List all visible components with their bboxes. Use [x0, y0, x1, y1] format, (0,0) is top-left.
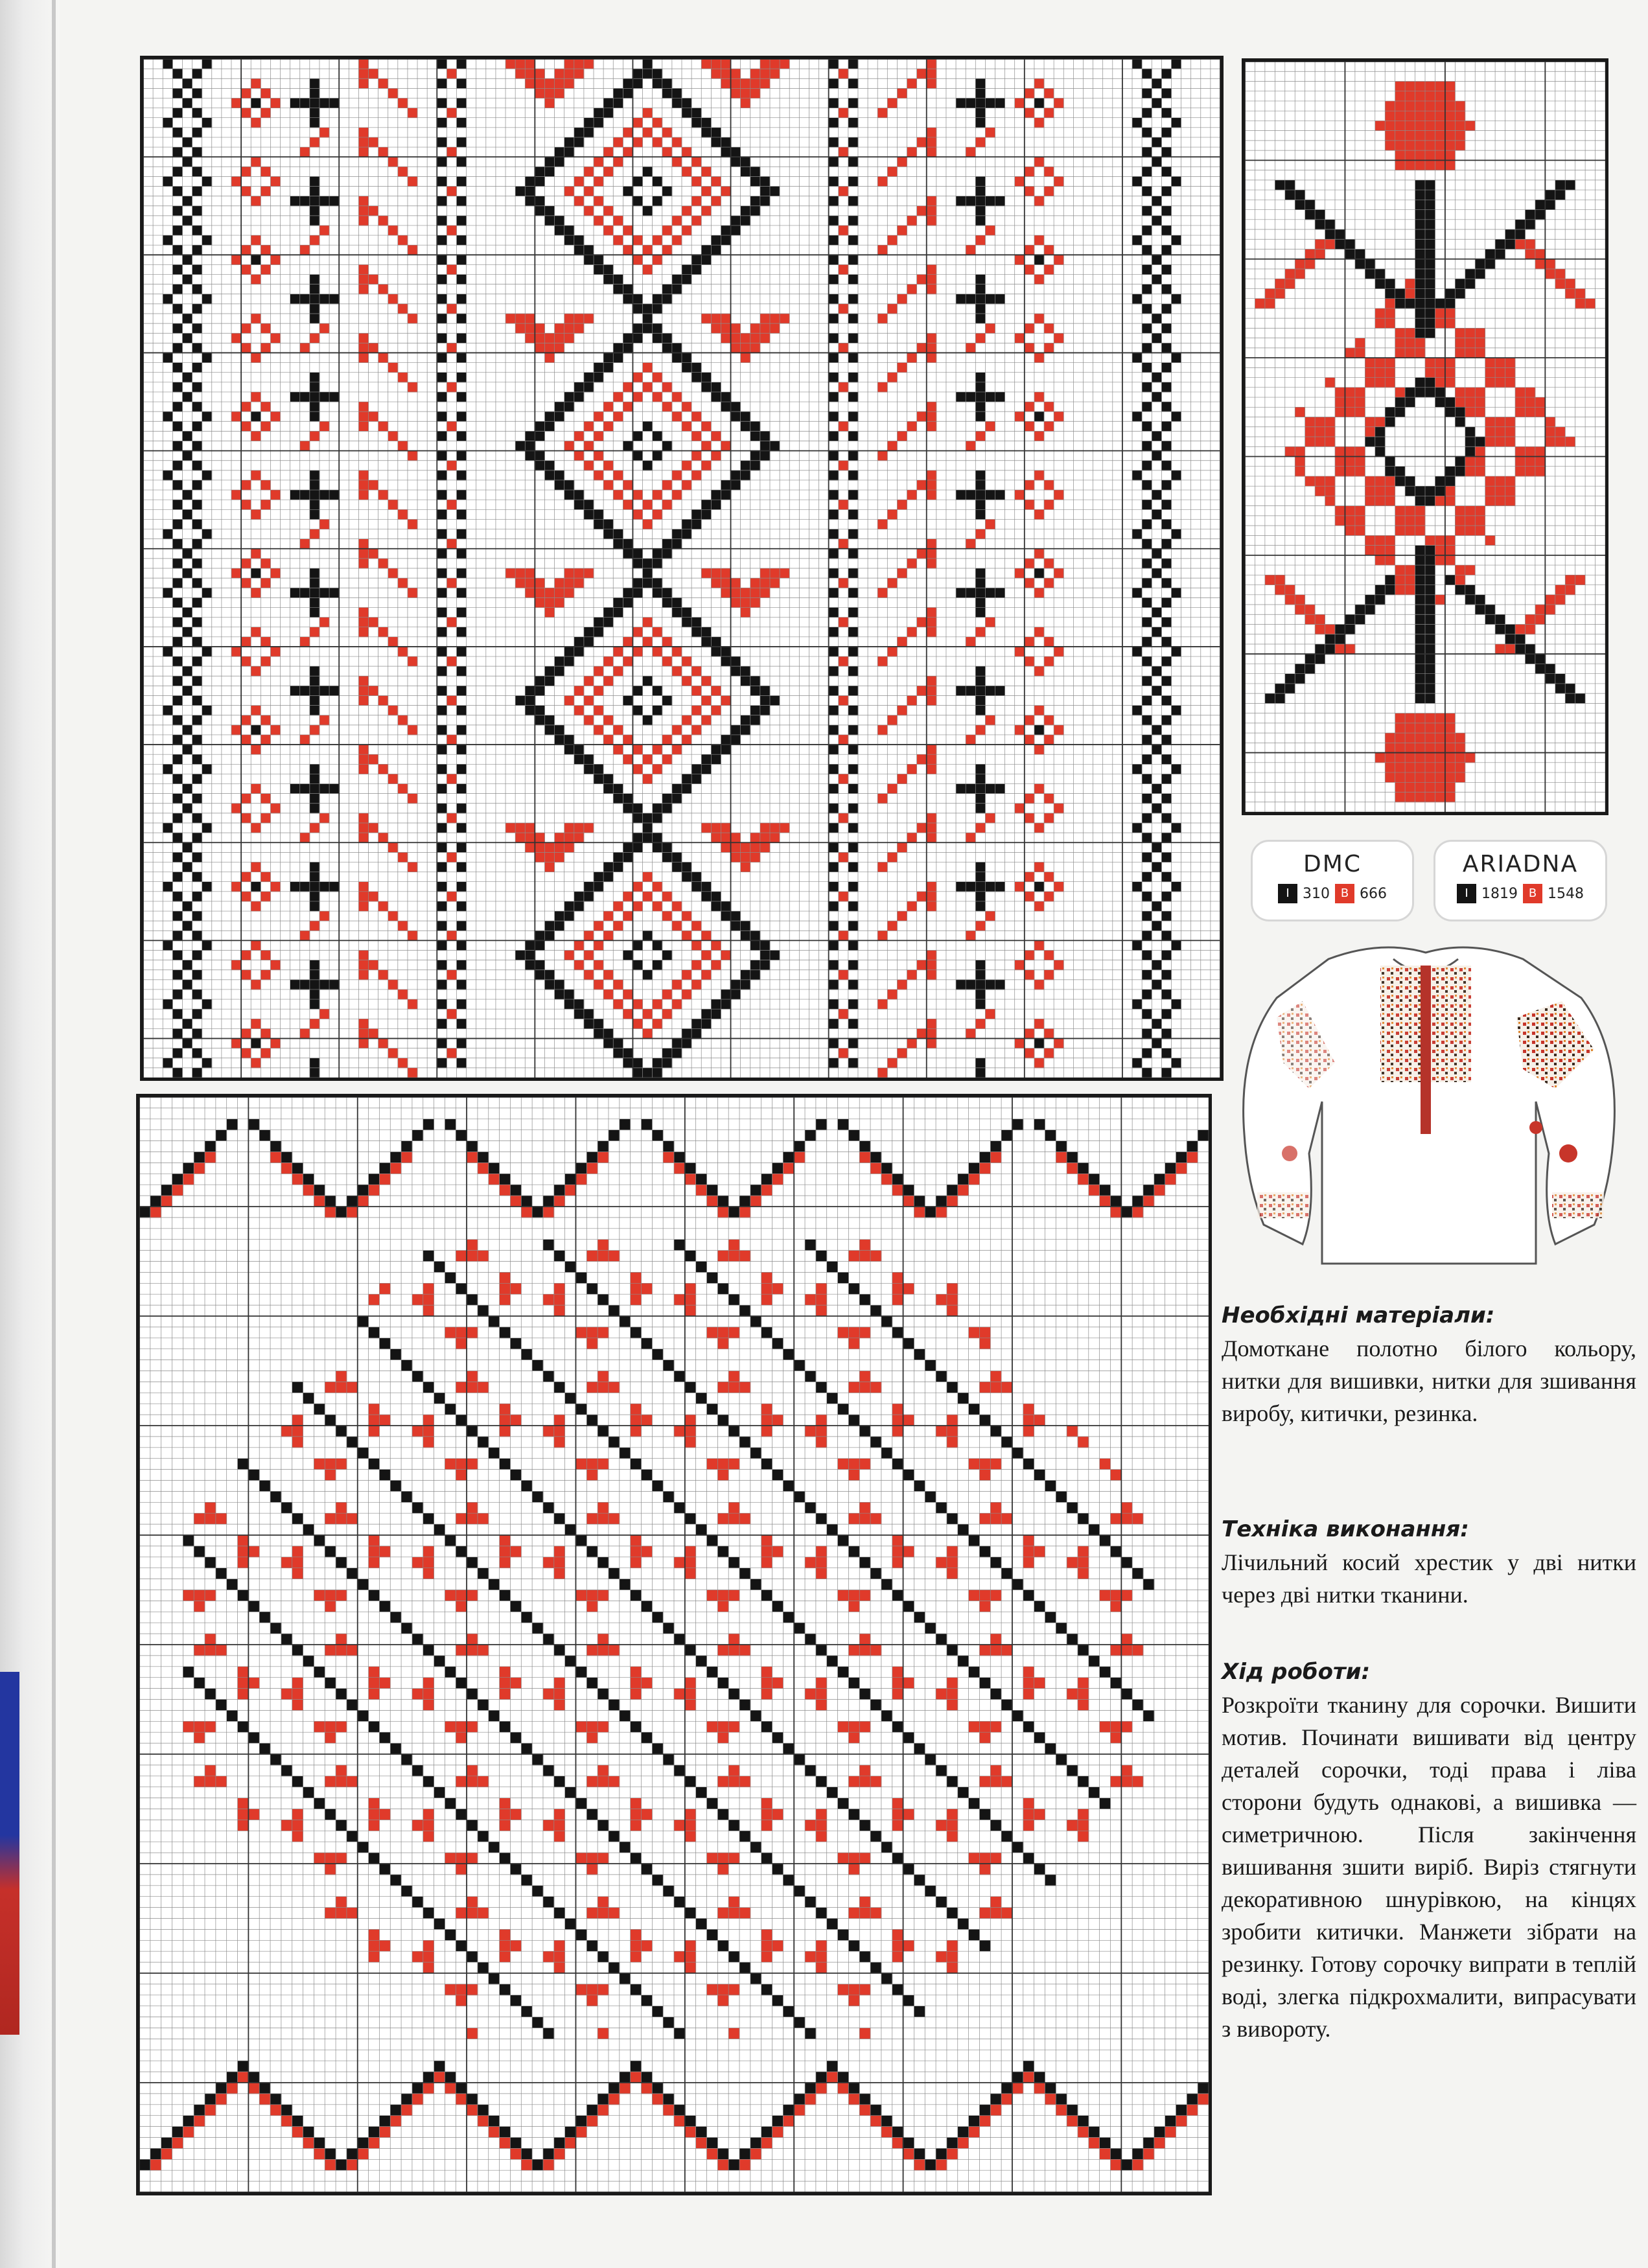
pattern-grid-sleeve-lattice [139, 1097, 1209, 2192]
legend-ariadna-code-red: 1548 [1548, 885, 1584, 902]
legend-ariadna-code-black: 1819 [1481, 885, 1518, 902]
materials-heading: Необхідні матеріали: [1222, 1302, 1495, 1328]
workflow-heading: Хід роботи: [1222, 1659, 1371, 1685]
pattern-chart-sleeve-lattice [136, 1094, 1212, 2195]
legend-dmc-row [1253, 884, 1412, 903]
pattern-grid-border-bands [143, 59, 1220, 1078]
swatch-red: B [1335, 884, 1354, 903]
technique-heading: Техніка виконання: [1222, 1516, 1469, 1542]
technique-section [1222, 1516, 1636, 1611]
pattern-chart-border-bands [140, 56, 1224, 1081]
workflow-text: Розкроїти тканину для сорочки. Вишити мотив. Починати вишивати від центру деталей сорочки, тоді права і ліва сторони будуть однакові, а вишивка — симетричною. Після закінчення вишивання зшити виріб. Виріз стягнути декоративною шнурівкою, на кінцях зробити китички. Манжети зібрати на резинку. Готову сорочку випрати в теплій воді, злегка підкрохмалити, випрасувати з вивороту. [1222, 1692, 1636, 2042]
swatch-black: I [1278, 884, 1297, 903]
workflow-section [1222, 1659, 1636, 2045]
legend-ariadna [1433, 840, 1607, 921]
legend-ariadna-row [1435, 884, 1605, 903]
materials-text: Домоткане полотно білого кольору, нитки для вишивки, нитки для зшивання виробу, китички, резинка. [1222, 1336, 1636, 1426]
page-fold [52, 0, 56, 2268]
materials-section [1222, 1302, 1636, 1429]
embroidered-shirt-illustration [1231, 940, 1627, 1277]
legend-dmc-title: DMC [1303, 851, 1362, 877]
technique-text: Лічильний косий хрестик у дві нитки через дві нитки тканини. [1222, 1549, 1636, 1608]
pattern-grid-floral-motif [1245, 62, 1605, 812]
swatch-black: I [1457, 884, 1476, 903]
legend-dmc-code-black: 310 [1303, 885, 1330, 902]
ribbon-bookmark [0, 1672, 19, 2035]
legend-dmc [1251, 840, 1414, 921]
swatch-red: B [1523, 884, 1542, 903]
legend-ariadna-title: ARIADNA [1462, 851, 1579, 877]
legend-dmc-code-red: 666 [1360, 885, 1387, 902]
pattern-chart-floral-motif [1242, 58, 1608, 815]
